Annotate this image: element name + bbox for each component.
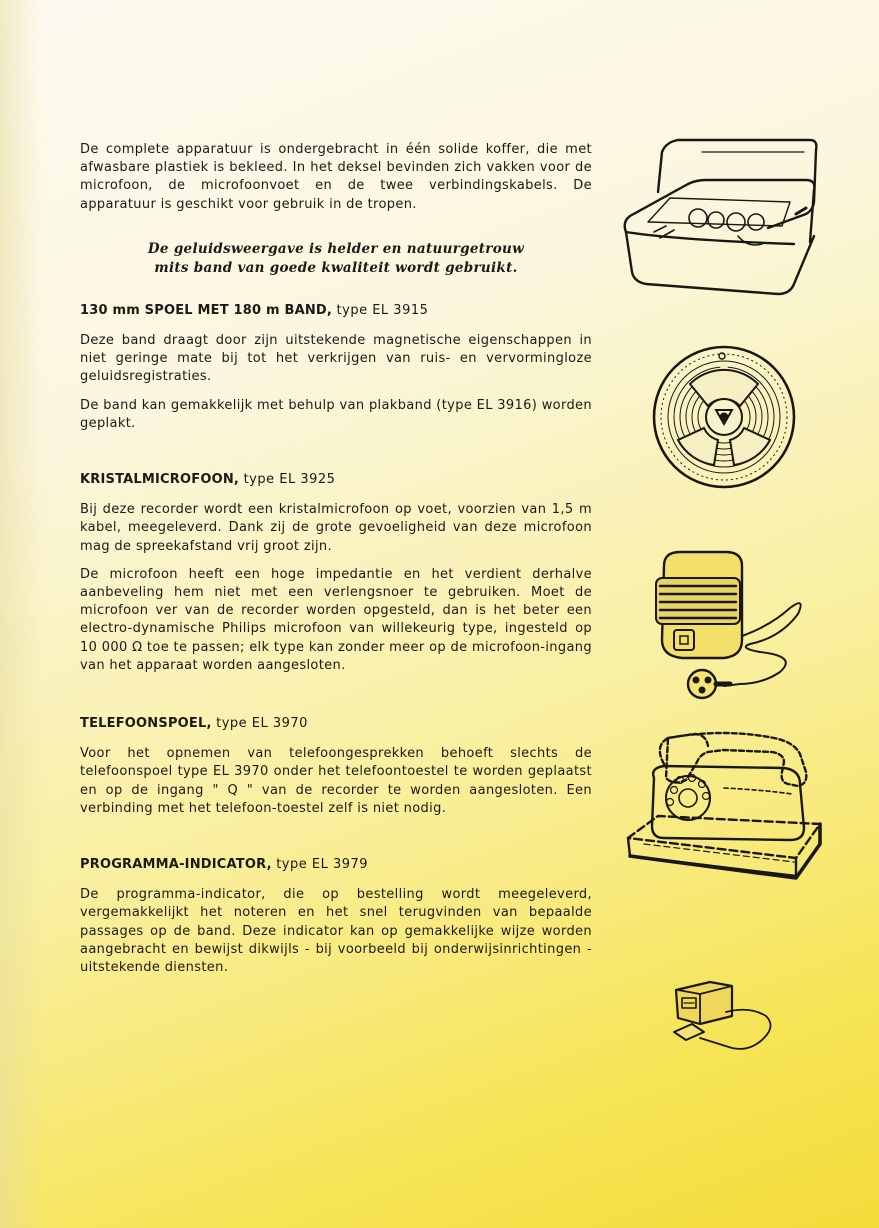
section-paragraph: De microfoon heeft een hoge impedantie en het verdient derhalve aanbeveling hem niet met een verlengsnoer te gebruiken. Moet de microfoon ver van de recorder worden opgesteld, dan is het beter een electro-dynamische Philips microfoon van willekeurig type, ingesteld op 10 000 Ω toe te passen; elk type kan zonder meer op de microfoon-ingang van het apparaat worden aangesloten.	[80, 566, 592, 673]
text-column	[80, 141, 592, 987]
section-microphone	[80, 471, 592, 675]
section-program-indicator	[80, 856, 592, 977]
section-type: type EL 3925	[243, 472, 336, 488]
section-paragraph: Bij deze recorder wordt een kristalmicrofoon op voet, voorzien van 1,5 m kabel, meegeleverd. Dank zij de grote gevoeligheid van deze microfoon mag de spreekafstand vrij groot zijn.	[80, 502, 592, 554]
program-indicator-icon	[670, 976, 780, 1056]
section-heading	[80, 471, 592, 489]
section-tape-reel	[80, 302, 592, 433]
section-title: PROGRAMMA-INDICATOR,	[80, 857, 272, 873]
suitcase-icon	[618, 132, 823, 302]
microphone-icon	[650, 548, 810, 704]
section-type: type EL 3979	[276, 857, 369, 873]
telephone-icon	[624, 728, 824, 900]
section-type: type EL 3970	[216, 716, 308, 732]
tape-reel-icon	[650, 344, 798, 490]
intro-paragraph: De complete apparatuur is ondergebracht in één solide koffer, die met afwasbare plastiek is bekleed. In het deksel bevinden zich vakken voor de microfoon, de microfoonvoet en de twee verbindingskabels. De apparatuur is geschikt voor gebruik in de tropen.	[80, 142, 592, 212]
section-paragraph: De band kan gemakkelijk met behulp van plakband (type EL 3916) worden geplakt.	[80, 397, 592, 431]
section-title: TELEFOONSPOEL,	[80, 716, 212, 732]
section-heading	[80, 856, 592, 874]
section-heading	[80, 302, 592, 320]
section-type: type EL 3915	[336, 302, 429, 318]
tagline-line-1: De geluidsweergave is helder en natuurgetrouw	[147, 240, 525, 257]
section-paragraph: De programma-indicator, die op bestelling wordt meegeleverd, vergemakkelijkt het noteren en het snel terugvinden van bepaalde passages op de band. Deze indicator kan op gemakkelijke wijze worden aangebracht en bewijst dikwijls - bij voorbeeld bij onderwijsinrichtingen - uitstekende diensten.	[80, 887, 592, 976]
section-telephone-coil	[80, 715, 592, 818]
section-title: 130 mm SPOEL MET 180 m BAND,	[80, 302, 333, 318]
section-paragraph: Voor het opnemen van telefoongesprekken behoeft slechts de telefoonspoel type EL 3970 onder het telefoontoestel te worden geplaatst en op de ingang " Q " van de recorder te worden aangesloten. Een verbinding met het telefoon-toestel zelf is niet nodig.	[80, 746, 592, 816]
section-heading	[80, 715, 592, 733]
tagline	[80, 240, 592, 278]
tagline-line-2: mits band van goede kwaliteit wordt gebruikt.	[154, 259, 518, 276]
section-paragraph: Deze band draagt door zijn uitstekende magnetische eigenschappen in niet geringe mate bij tot het verkrijgen van ruis- en vervormingloze geluidsregistraties.	[80, 333, 592, 385]
section-title: KRISTALMICROFOON,	[80, 472, 240, 488]
